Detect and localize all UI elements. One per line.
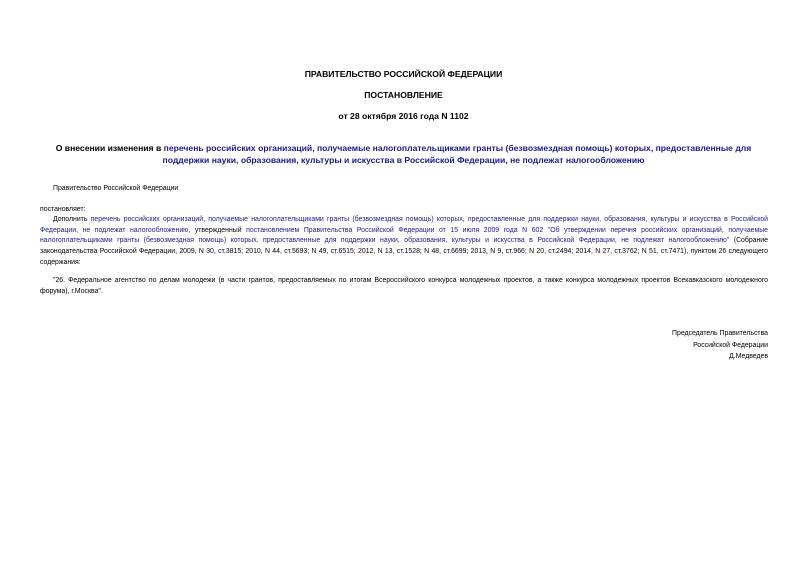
amendment-paragraph	[40, 215, 768, 269]
date-number-heading: от 28 октября 2016 года N 1102	[338, 111, 469, 121]
paragraph-start: Дополнить	[53, 216, 88, 223]
title-prefix: О внесении изменения в	[55, 143, 162, 153]
signature-block	[672, 328, 768, 363]
document-title	[40, 142, 767, 166]
resolves-text: постановляет:	[40, 206, 86, 213]
list-link[interactable]: перечень российских организаций, получаемые налогоплательщиками гранты (безвозмездная помощь) которых, предоставленные для поддержки науки, образования, культуры и искусства в Российской Федерации, не подлежат налогообложению	[40, 216, 768, 234]
document-type-heading: ПОСТАНОВЛЕНИЕ	[364, 90, 443, 100]
signatory-position-line1: Председатель Правительства	[672, 330, 768, 337]
title-link[interactable]: перечень российских организаций, получаемые налогоплательщиками гранты (безвозмездная помощь) которых, предоставленные для поддержки науки, образования, культуры и искусства в Российской Федерации, не подлежат налогообложению	[162, 143, 752, 165]
paragraph-mid: , утвержденный	[188, 226, 242, 234]
intro-text: Правительство Российской Федерации	[53, 185, 179, 192]
signatory-position-line2: Российской Федерации	[693, 341, 768, 349]
government-heading: ПРАВИТЕЛЬСТВО РОССИЙСКОЙ ФЕДЕРАЦИИ	[304, 69, 503, 79]
signatory-name: Д.Медведев	[729, 353, 768, 360]
paragraph-end: (Собрание законодательства Российской Федерации, 2009, N 30, ст.3815; 2010, N 44, ст.5693; N 49, ст.6515; 2012, N 13, ст.1528; N 48, ст.6699; 2013, N 9, ст.966; N 20, ст.2494; 2014, N 27, ст.3762; N 51, ст.7471), пунктом 26 следующего содержания:	[40, 237, 768, 266]
resolution-link[interactable]: постановлением Правительства Российской Федерации от 15 июля 2009 года N 602 "Об утверждении перечня российских организаций, получаемые налогоплательщиками гранты (безвозмездная помощь) которых, предоставленные для поддержки науки, образования, культуры и искусства в Российской Федерации, не подлежат налогообложению"	[40, 226, 769, 245]
item-26-paragraph: "26. Федеральное агентство по делам молодежи (в части грантов, предоставляемых по итогам Всероссийского конкурса молодежных проектов, а также конкурса молодежных проектов Всекавказского молодежного форума), г.Москва".	[40, 277, 768, 295]
